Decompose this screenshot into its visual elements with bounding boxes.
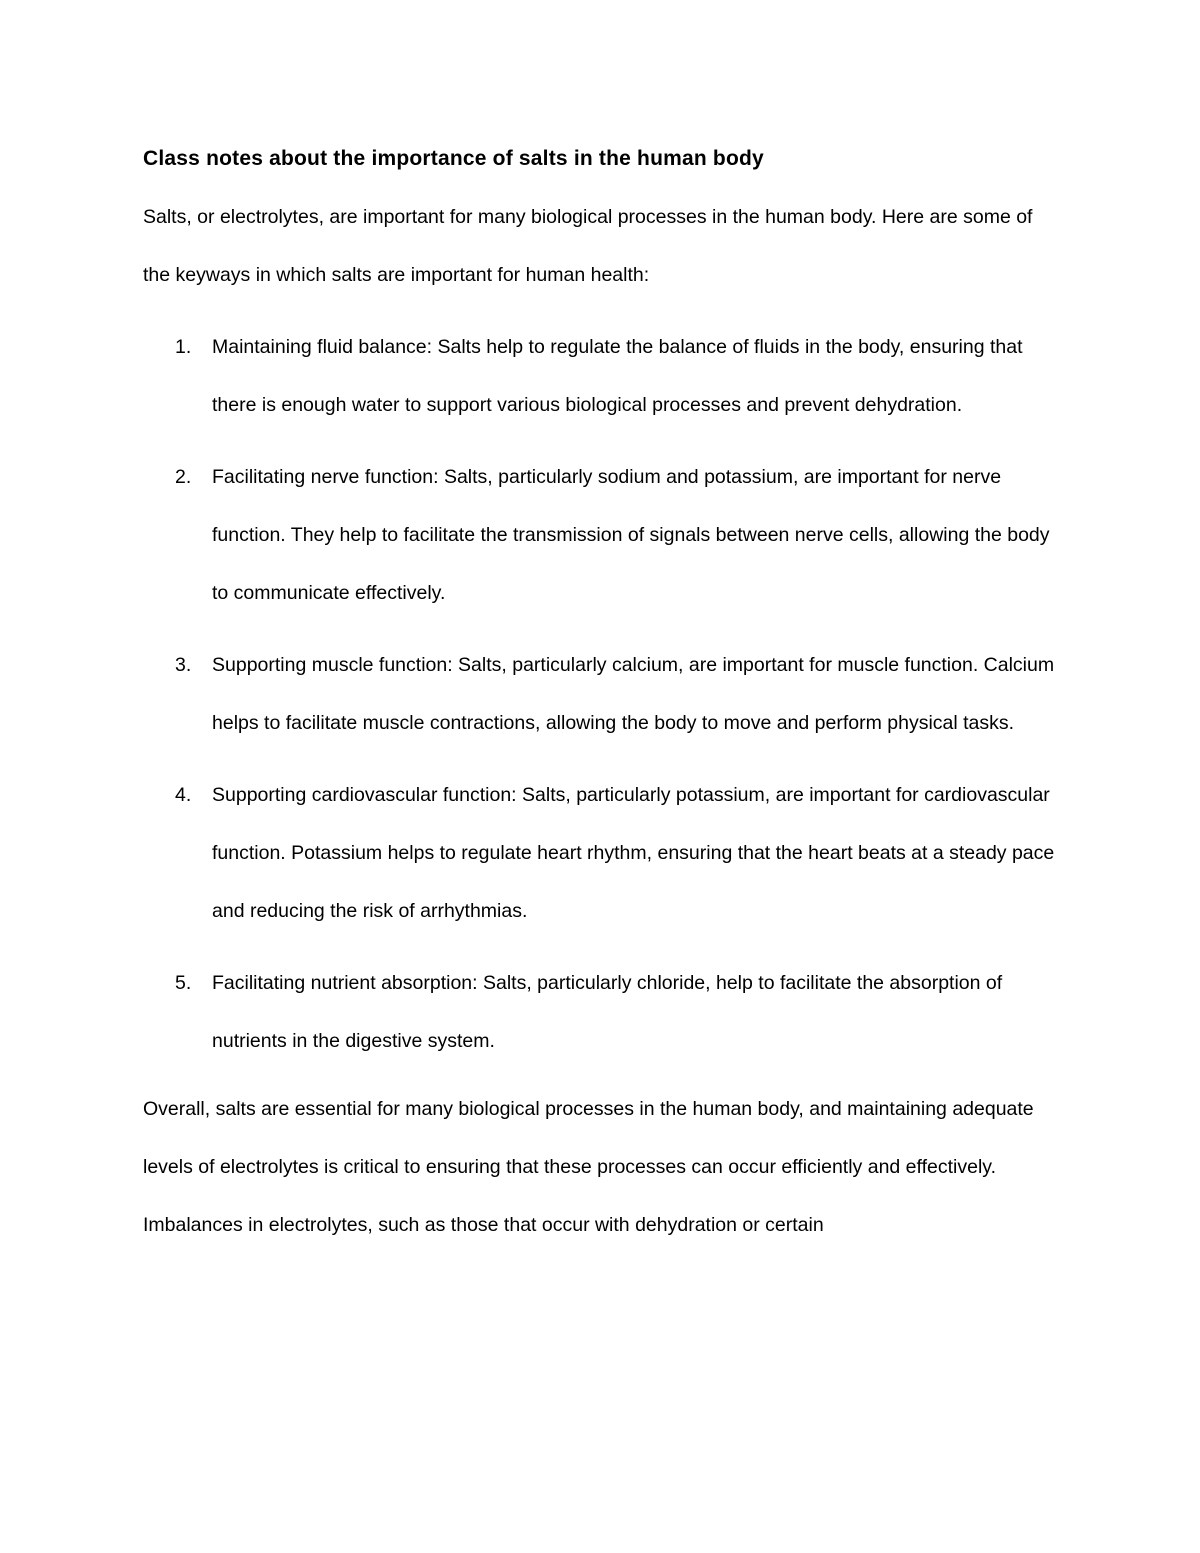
list-item: [143, 318, 1058, 434]
list-item-text: Facilitating nerve function: Salts, particularly sodium and potassium, are important for nerve function. They help to facilitate the transmission of signals between nerve cells, allowing the body to communicate effectively.: [212, 466, 1050, 604]
intro-paragraph: Salts, or electrolytes, are important for many biological processes in the human body. Here are some of the keyways in which salts are important for human health:: [143, 206, 1033, 286]
list-item: [143, 954, 1058, 1070]
list-item-number: 1.: [175, 336, 192, 358]
list-item-number: 5.: [175, 972, 192, 994]
conclusion-paragraph: Overall, salts are essential for many biological processes in the human body, and maintaining adequate levels of electrolytes is critical to ensuring that these processes can occur efficiently and effectively. Imbalances in electrolytes, such as those that occur with dehydration or certain: [143, 1098, 1034, 1236]
list-item-text: Facilitating nutrient absorption: Salts, particularly chloride, help to facilitate the absorption of nutrients in the digestive system.: [212, 972, 1003, 1052]
list-item: [143, 448, 1058, 622]
document-body: [143, 140, 1058, 1254]
list-item-number: 3.: [175, 654, 192, 676]
importance-list: [143, 318, 1058, 1070]
list-item-number: 4.: [175, 784, 192, 806]
list-item: [143, 636, 1058, 752]
list-item: [143, 766, 1058, 940]
document-title: Class notes about the importance of salts in the human body: [143, 147, 764, 170]
list-item-text: Supporting cardiovascular function: Salts, particularly potassium, are important for cardiovascular function. Potassium helps to regulate heart rhythm, ensuring that the heart beats at a steady pace and reducing the risk of arrhythmias.: [212, 784, 1055, 922]
list-item-text: Maintaining fluid balance: Salts help to regulate the balance of fluids in the body, ensuring that there is enough water to support various biological processes and prevent dehydration.: [212, 336, 1023, 416]
list-item-number: 2.: [175, 466, 192, 488]
list-item-text: Supporting muscle function: Salts, particularly calcium, are important for muscle function. Calcium helps to facilitate muscle contractions, allowing the body to move and perform physical tasks.: [212, 654, 1055, 734]
